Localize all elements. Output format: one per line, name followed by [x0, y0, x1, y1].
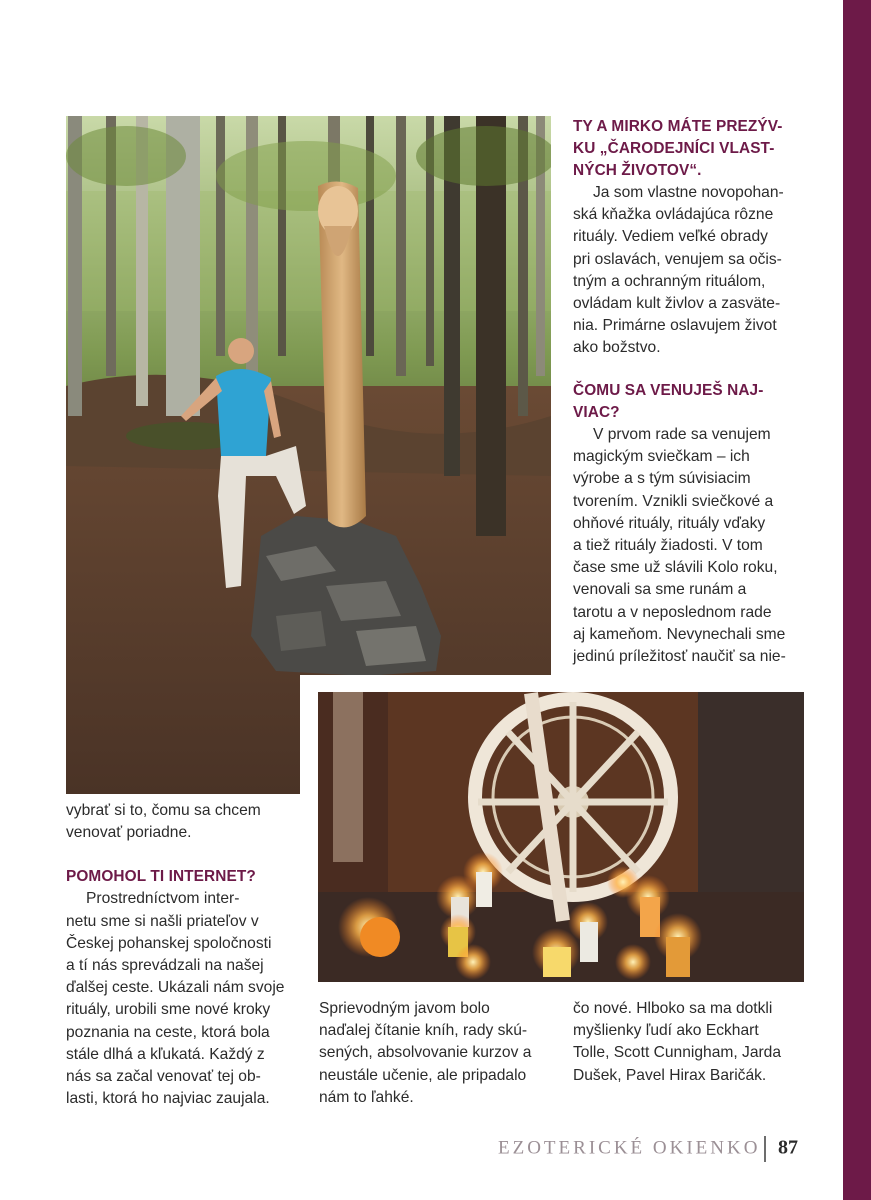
- answer-paragraph-3: Prostredníctvom inter- netu sme si našli priateľov v Českej pohanskej spoločnosti a tí nás sprevádzali na našej ďalšej ceste. Ukázali nám svoje rituály, urobili sme nové kroky poznania na ceste, ktorá bola stále dlhá a kľukatá. Každý z nás sa začal venovať tej ob- lasti, ktorá ho najviac zaujala.: [66, 890, 285, 1108]
- middle-column-text: Sprievodným javom bolo naďalej čítanie kníh, rady skú- sených, absolvovanie kurzov a neustále učenie, ale pripadalo nám to ľahké.: [319, 1000, 532, 1106]
- section-name: EZOTERICKÉ OKIENKO: [498, 1137, 761, 1159]
- answer-paragraph-2: V prvom rade sa venujem magickým sviečkam – ich výrobe a s tým súvisiacim tvorením. Vznikli sviečkové a ohňové rituály, rituály vďaky a tiež rituály žiadosti. V tom čase sme už slávili Kolo roku, venovali sa sme runám a tarotu a v neposlednom rade aj kameňom. Nevynechali sme jedinú príležitosť naučiť sa nie-: [573, 426, 786, 666]
- heading-question-3: POMOHOL TI INTERNET?: [66, 868, 256, 886]
- side-color-stripe: [843, 0, 871, 1200]
- heading-question-1: TY A MIRKO MÁTE PREZÝV- KU „ČARODEJNÍCI VLAST- NÝCH ŽIVOTOV“.: [573, 118, 783, 179]
- left-column-text: [66, 800, 296, 1110]
- page-number: 87: [777, 1136, 798, 1159]
- section-interview-question-2: [573, 380, 813, 668]
- answer-paragraph-1: Ja som vlastne novopohan- ská kňažka ovládajúca rôzne rituály. Vediem veľké obrady pri oslavách, venujem sa očis- tným a ochranným rituálom, ovládam kult živlov a zasväte- nia. Primárne oslavujem život ako božstvo.: [573, 184, 784, 357]
- wheel-candles-photo: [318, 692, 804, 982]
- section-interview-question-1: [573, 116, 813, 360]
- footer-divider: [764, 1136, 766, 1162]
- continuation-paragraph: vybrať si to, čomu sa chcem venovať poriadne.: [66, 802, 261, 842]
- heading-question-2: ČOMU SA VENUJEŠ NAJ- VIAC?: [573, 382, 764, 421]
- right-column-text: čo nové. Hlboko sa ma dotkli myšlienky ľudí ako Eckhart Tolle, Scott Cunnigham, Jarda Dušek, Pavel Hirax Baričák.: [573, 1000, 782, 1084]
- page-footer: [498, 1136, 798, 1166]
